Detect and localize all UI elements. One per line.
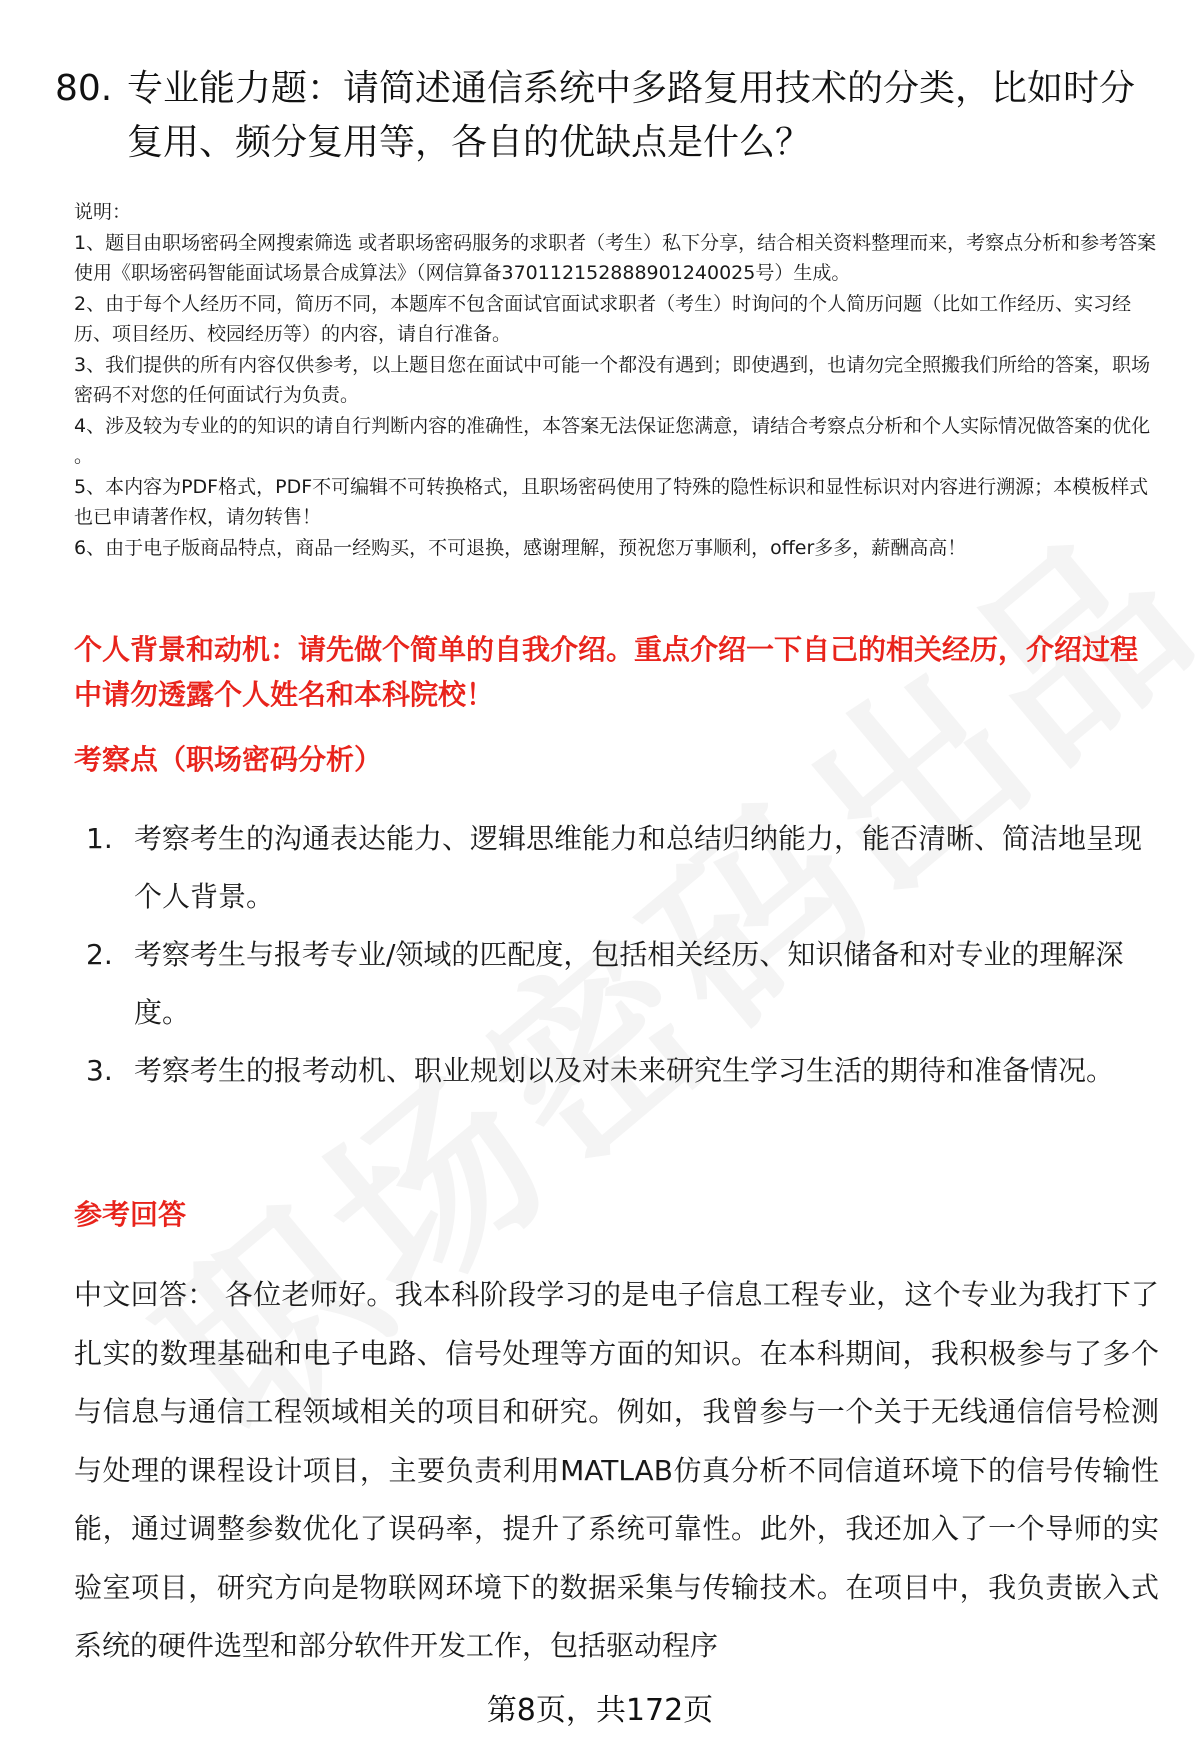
list-item xyxy=(80,1042,1160,1100)
list-item-number: 1. xyxy=(86,822,113,855)
notes-section xyxy=(74,197,1159,563)
list-item-text: 考察考生的报考动机、职业规划以及对未来研究生学习生活的期待和准备情况。 xyxy=(134,1054,1115,1087)
question-title xyxy=(55,62,1145,170)
answer-text: 中文回答： 各位老师好。我本科阶段学习的是电子信息工程专业，这个专业为我打下了扎实的数理基础和电子电路、信号处理等方面的知识。在本科期间，我积极参与了多个与信息与通信工程领域相关的项目和研究。例如，我曾参与一个关于无线通信信号检测与处理的课程设计项目，主要负责利用MATLAB仿真分析不同信道环境下的信号传输性能，通过调整参数优化了误码率，提升了系统可靠性。此外，我还加入了一个导师的实验室项目，研究方向是物联网环境下的数据采集与传输技术。在项目中，我负责嵌入式系统的硬件选型和部分软件开发工作，包括驱动程序 xyxy=(74,1278,1159,1662)
list-item-number: 2. xyxy=(86,938,113,971)
notes-title: 说明： xyxy=(74,201,132,223)
list-item xyxy=(80,926,1160,1042)
page-footer: 第8页，共172页 xyxy=(486,1693,714,1728)
question-number: 80. xyxy=(55,68,113,109)
list-item-text: 考察考生的沟通表达能力、逻辑思维能力和总结归纳能力，能否清晰、简洁地呈现个人背景。 xyxy=(134,822,1143,913)
note-item: 5、本内容为PDF格式，PDF不可编辑不可转换格式，且职场密码使用了特殊的隐性标识和显性标识对内容进行溯源；本模板样式也已申请著作权，请勿转售！ xyxy=(74,475,1149,528)
list-item xyxy=(80,810,1160,926)
note-item: 3、我们提供的所有内容仅供参考，以上题目您在面试中可能一个都没有遇到；即使遇到，也请勿完全照搬我们所给的答案，职场密码不对您的任何面试行为负责。 xyxy=(74,353,1151,406)
list-item-text: 考察考生与报考专业/领域的匹配度，包括相关经历、知识储备和对专业的理解深度。 xyxy=(134,938,1124,1029)
question-text: 专业能力题：请简述通信系统中多路复用技术的分类，比如时分复用、频分复用等，各自的优缺点是什么？ xyxy=(127,68,1136,163)
note-item: 4、涉及较为专业的的知识的请自行判断内容的准确性，本答案无法保证您满意，请结合考察点分析和个人实际情况做答案的优化 。 xyxy=(74,414,1151,467)
note-item: 6、由于电子版商品特点，商品一经购买，不可退换，感谢理解，预祝您万事顺利，offer多多，薪酬高高！ xyxy=(74,536,967,559)
background-heading: 个人背景和动机：请先做个简单的自我介绍。重点介绍一下自己的相关经历，介绍过程中请勿透露个人姓名和本科院校！ xyxy=(74,633,1139,711)
answer-heading: 参考回答 xyxy=(74,1198,187,1231)
points-heading: 考察点（职场密码分析） xyxy=(74,743,383,776)
note-item: 1、题目由职场密码全网搜索筛选 或者职场密码服务的求职者（考生）私下分享，结合相关资料整理而来，考察点分析和参考答案使用《职场密码智能面试场景合成算法》（网信算备370112152888901240025号）生成。 xyxy=(74,231,1157,284)
note-item: 2、由于每个人经历不同，简历不同，本题库不包含面试官面试求职者（考生）时询问的个人简历问题（比如工作经历、实习经历、项目经历、校园经历等）的内容，请自行准备。 xyxy=(74,292,1132,345)
list-item-number: 3. xyxy=(86,1054,113,1087)
points-list xyxy=(80,810,1160,1100)
